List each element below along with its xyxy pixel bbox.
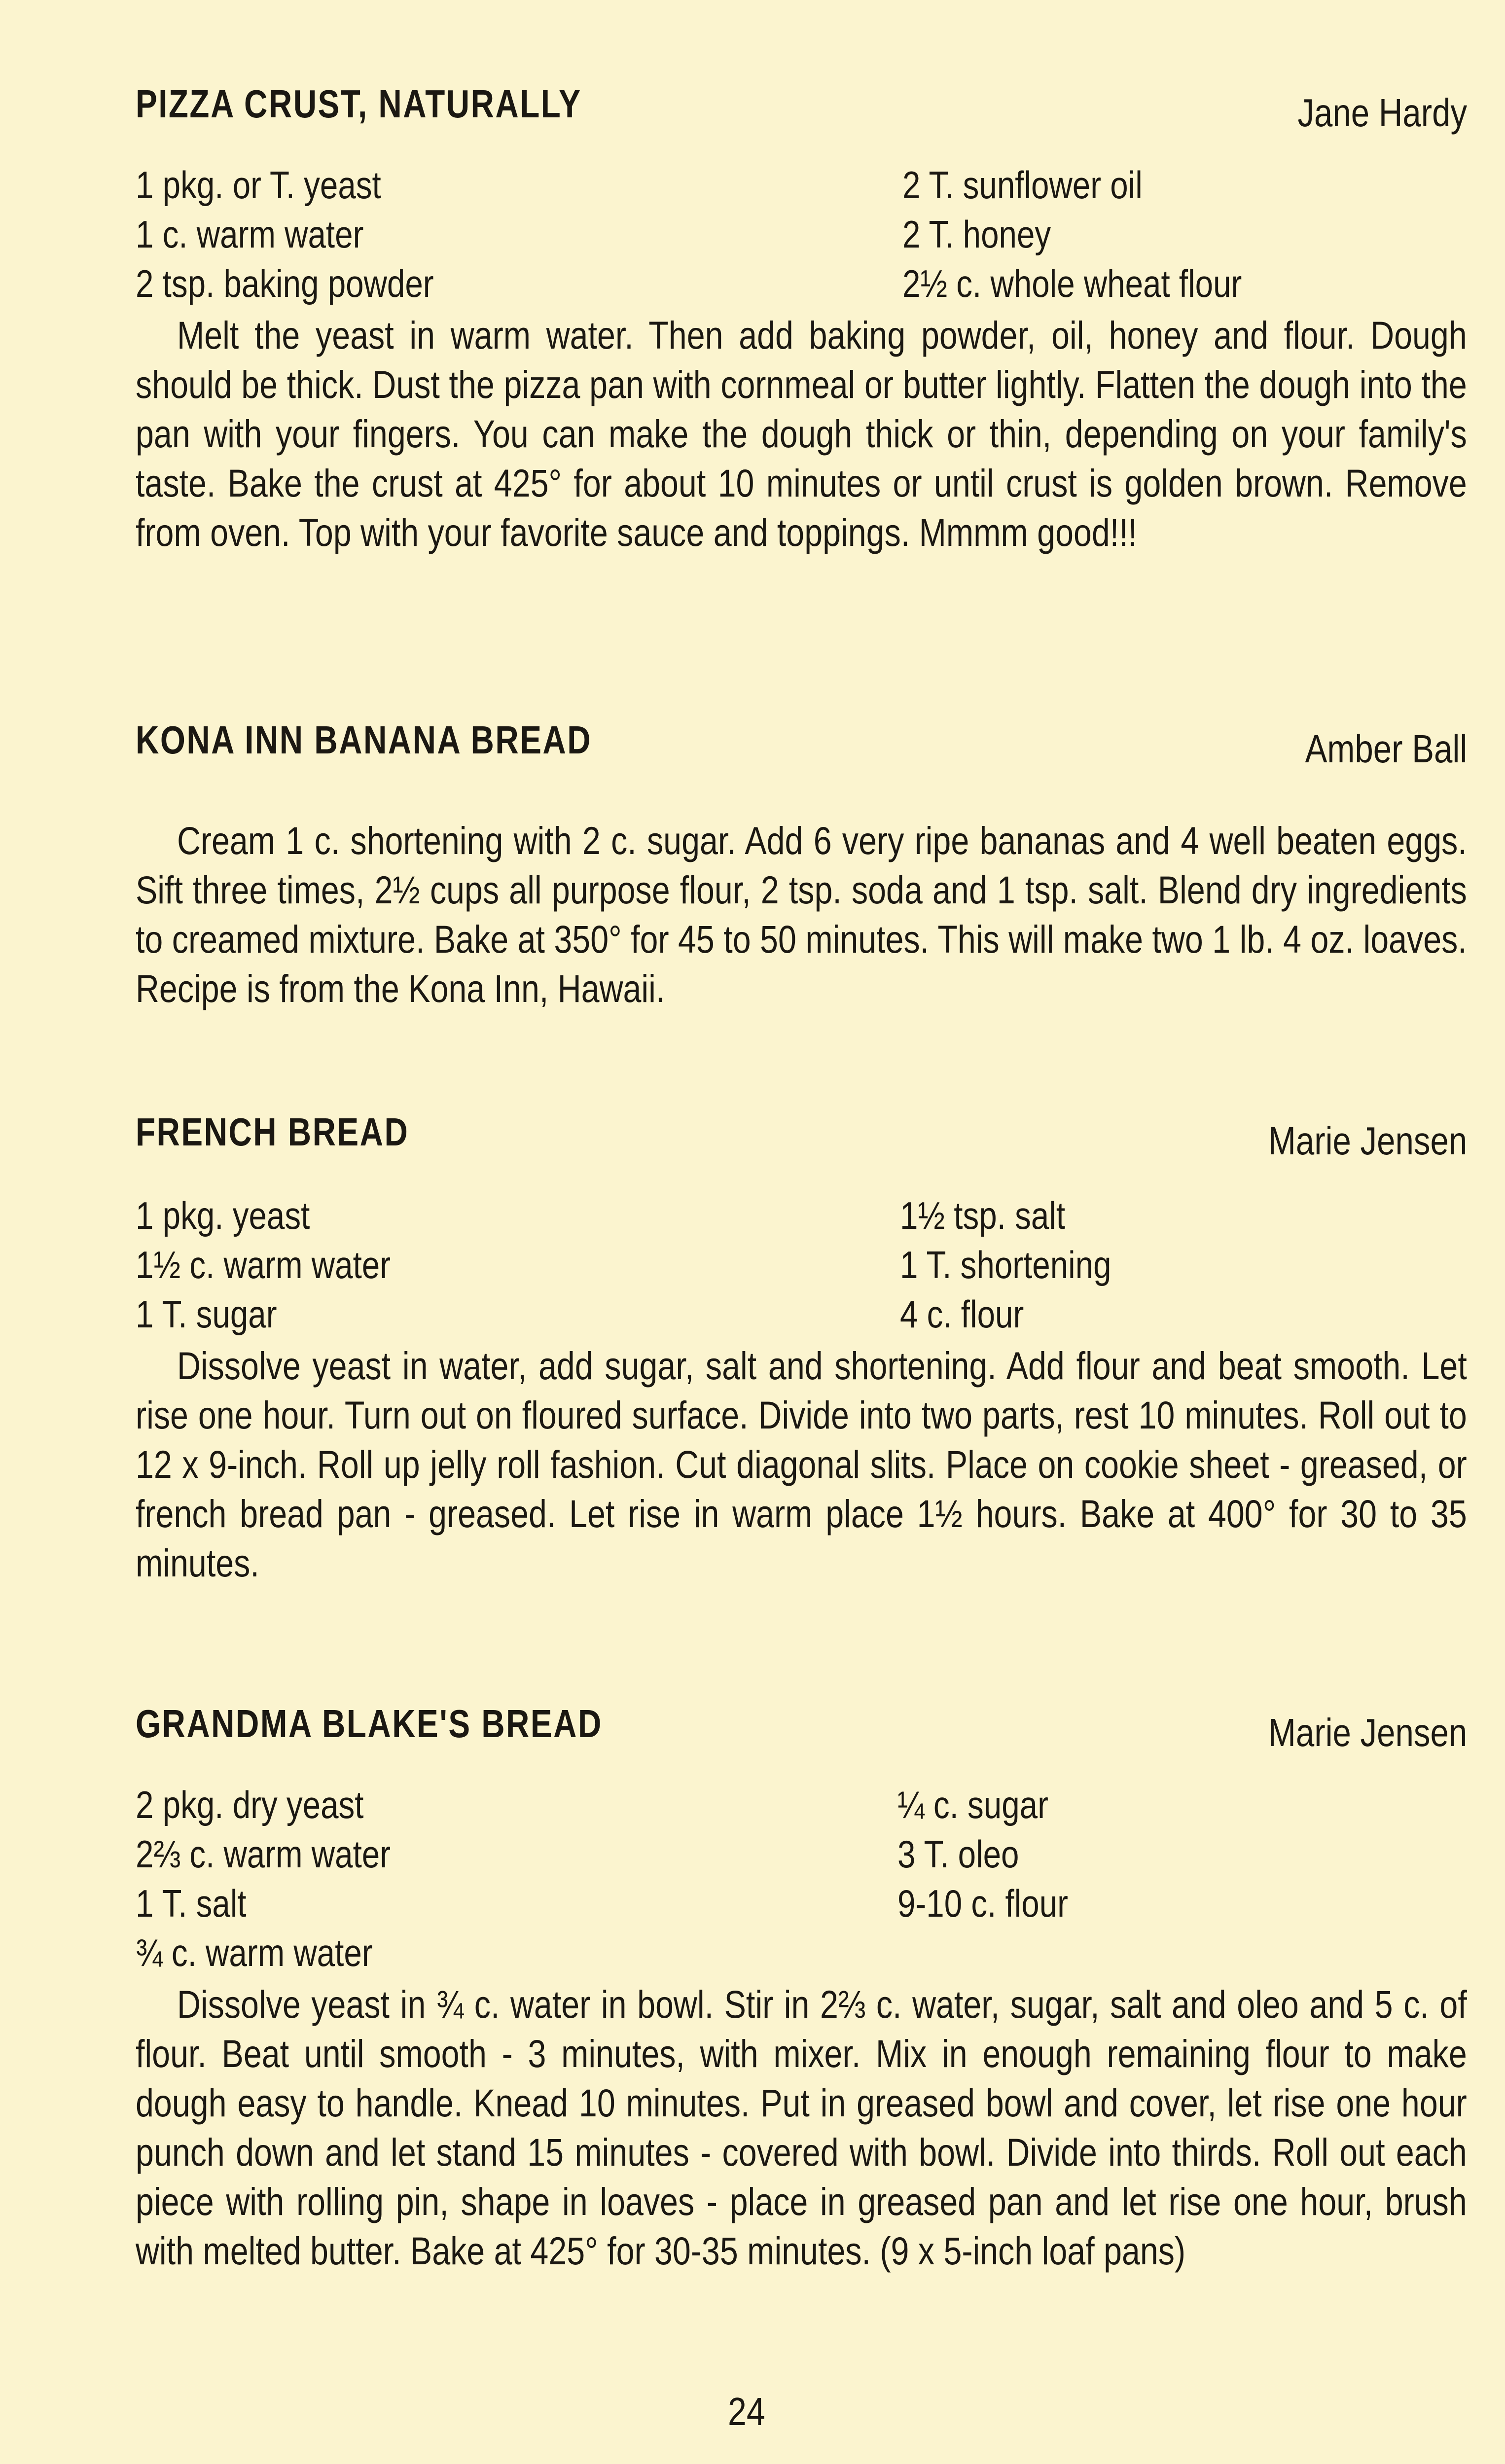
ingredient-row bbox=[136, 1783, 1467, 1832]
recipe-instructions: Dissolve yeast in water, add sugar, salt and shortening. Add flour and beat smooth. Let rise one hour. Turn out on floured surface. Divide into two parts, rest 10 minutes. Roll out to 12 x 9-inch. Roll up jelly roll fashion. Cut diagonal slits. Place on cookie sheet - greased, or french bread pan - greased. Let rise in warm place 1½ hours. Bake at 400° for 30 to 35 minutes. bbox=[136, 1344, 1467, 1585]
ingredient: 1 T. shortening bbox=[900, 1243, 1111, 1286]
recipe-kona-inn-banana-bread bbox=[136, 717, 1467, 1013]
recipe-header bbox=[136, 1701, 1467, 1760]
ingredient: 2 T. honey bbox=[902, 213, 1051, 256]
recipe-pizza-crust bbox=[136, 81, 1467, 557]
ingredient: 1 pkg. yeast bbox=[136, 1194, 310, 1237]
ingredients-list bbox=[136, 1193, 1467, 1341]
recipe-instructions: Dissolve yeast in ¾ c. water in bowl. Stir in 2⅔ c. water, sugar, salt and oleo and 5 c. of flour. Beat until smooth - 3 minutes, with mixer. Mix in enough remaining flour to make dough easy to handle. Knead 10 minutes. Put in greased bowl and cover, let rise one hour punch down and let stand 15 minutes - covered with bowl. Divide into thirds. Roll out each piece with rolling pin, shape in loaves - place in greased pan and let rise one hour, brush with melted butter. Bake at 425° for 30-35 minutes. (9 x 5-inch loaf pans) bbox=[136, 1982, 1467, 2273]
ingredient: 2½ c. whole wheat flour bbox=[902, 262, 1242, 305]
ingredient-row bbox=[136, 1243, 1467, 1292]
ingredient-row bbox=[136, 212, 1467, 261]
recipe-instructions: Melt the yeast in warm water. Then add baking powder, oil, honey and flour. Dough should be thick. Dust the pizza pan with cornmeal or butter lightly. Flatten the dough into the pan with your fingers. You can make the dough thick or thin, depending on your family's taste. Bake the crust at 425° for about 10 minutes or until crust is golden brown. Remove from oven. Top with your favorite sauce and toppings. Mmmm good!!! bbox=[136, 313, 1467, 554]
ingredients-list bbox=[136, 1783, 1467, 1980]
ingredient: 2 T. sunflower oil bbox=[902, 163, 1143, 207]
ingredient: 1½ tsp. salt bbox=[900, 1194, 1066, 1237]
ingredient-row bbox=[136, 261, 1467, 311]
ingredient: 1 c. warm water bbox=[136, 213, 364, 256]
recipe-instructions: Cream 1 c. shortening with 2 c. sugar. Add 6 very ripe bananas and 4 well beaten eggs. Sift three times, 2½ cups all purpose flour, 2 tsp. soda and 1 tsp. salt. Blend dry ingredients to creamed mixture. Bake at 350° for 45 to 50 minutes. This will make two 1 lb. 4 oz. loaves. Recipe is from the Kona Inn, Hawaii. bbox=[136, 819, 1467, 1010]
recipe-author: Marie Jensen bbox=[1268, 1711, 1467, 1754]
ingredient-row bbox=[136, 1930, 1467, 1980]
recipe-header bbox=[136, 81, 1467, 141]
recipe-author: Marie Jensen bbox=[1268, 1119, 1467, 1163]
recipe-header bbox=[136, 717, 1467, 777]
ingredient: 4 c. flour bbox=[900, 1292, 1024, 1336]
recipe-header bbox=[136, 1109, 1467, 1169]
recipe-title: FRENCH BREAD bbox=[136, 1110, 409, 1154]
page-number: 24 bbox=[728, 2390, 765, 2433]
ingredient: ¾ c. warm water bbox=[136, 1931, 373, 1974]
ingredient: 2⅔ c. warm water bbox=[136, 1832, 391, 1876]
recipe-title: KONA INN BANANA BREAD bbox=[136, 718, 592, 762]
ingredient: 1 T. salt bbox=[136, 1882, 247, 1925]
ingredient: 1 pkg. or T. yeast bbox=[136, 163, 381, 207]
recipe-french-bread bbox=[136, 1109, 1467, 1588]
recipe-author: Amber Ball bbox=[1305, 727, 1467, 771]
ingredient: 2 pkg. dry yeast bbox=[136, 1783, 364, 1826]
ingredient: 9-10 c. flour bbox=[897, 1882, 1068, 1925]
ingredient: ¼ c. sugar bbox=[897, 1783, 1048, 1826]
recipe-author: Jane Hardy bbox=[1297, 91, 1467, 135]
recipe-title: GRANDMA BLAKE'S BREAD bbox=[136, 1702, 603, 1746]
recipe-title: PIZZA CRUST, NATURALLY bbox=[136, 82, 582, 126]
ingredient-row bbox=[136, 1881, 1467, 1930]
ingredient: 1 T. sugar bbox=[136, 1292, 277, 1336]
ingredients-list bbox=[136, 163, 1467, 311]
ingredient-row bbox=[136, 1193, 1467, 1243]
ingredient: 3 T. oleo bbox=[897, 1832, 1019, 1876]
recipe-grandma-blakes-bread bbox=[136, 1701, 1467, 2276]
ingredient: 2 tsp. baking powder bbox=[136, 262, 434, 305]
ingredient-row bbox=[136, 1292, 1467, 1341]
ingredient-row bbox=[136, 163, 1467, 212]
ingredient-row bbox=[136, 1832, 1467, 1881]
ingredient: 1½ c. warm water bbox=[136, 1243, 391, 1286]
